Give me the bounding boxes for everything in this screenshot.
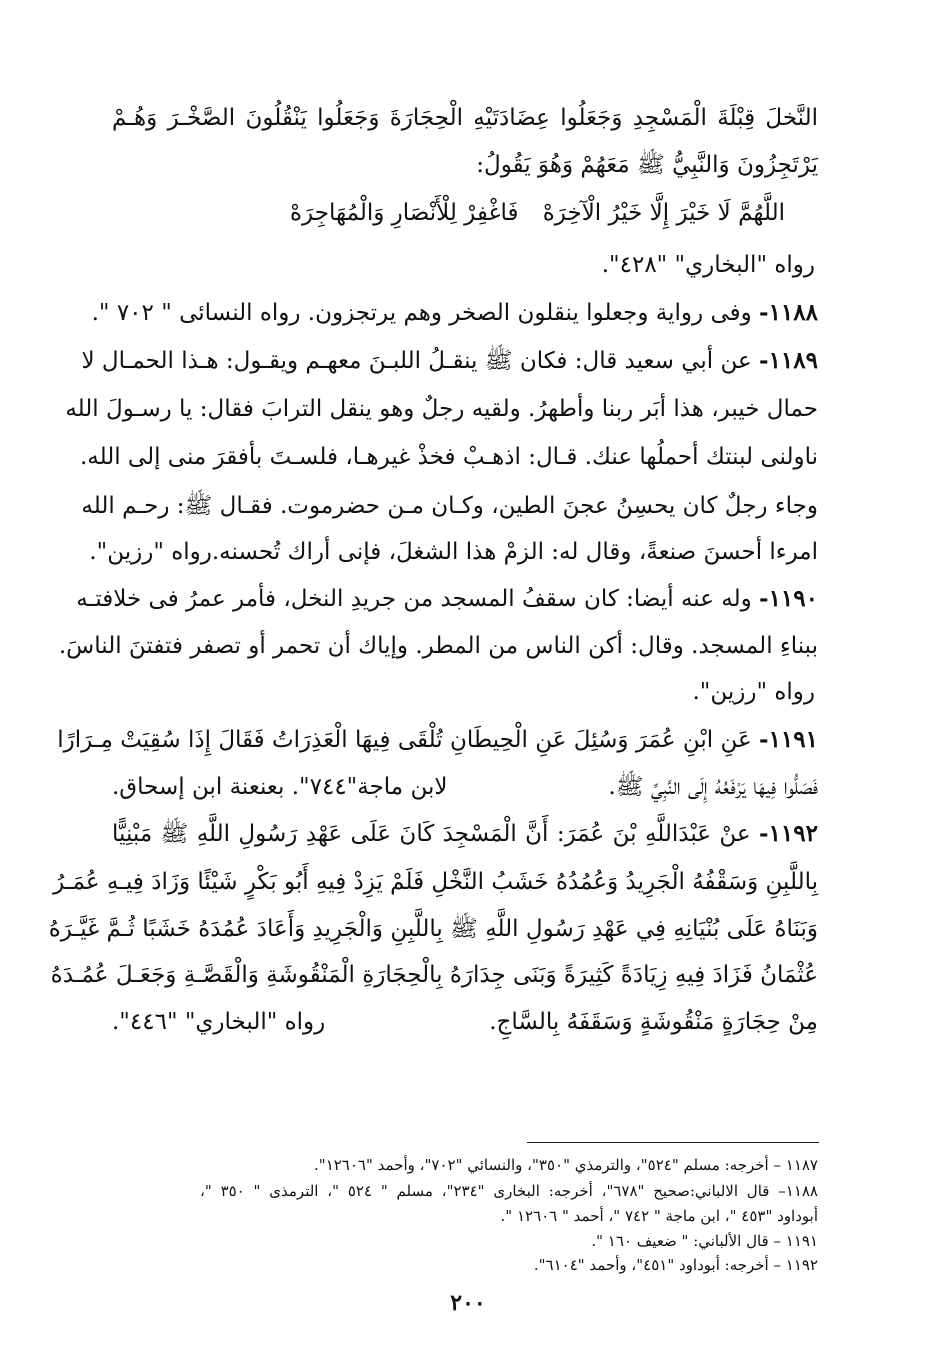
hadith-text: وفى رواية وجعلوا ينقلون الصخر وهم يرتجزون. رواه النسائى " ٧٠٢ ". (91, 300, 752, 326)
hadith-text: وله عنه أيضا: كان سقفُ المسجد من جريدِ النخل، فأمر عمرُ فى خلافتـه (76, 586, 752, 612)
hadith-text: عنْ عَبْدَاللَّهِ بْنَ عُمَرَ: أَنَّ الْمَسْجِدَ كَانَ عَلَى عَهْدِ رَسُولِ اللَّهِ ﷺ مَبْنِيًّا (112, 821, 751, 847)
text-line: عُثْمَانُ فَزَادَ فِيهِ زِيَادَةً كَثِيرَةً وَبَنَى جِدَارَهُ بِالْحِجَارَةِ الْمَنْقُوشَةِ وَالْقَصَّـةِ وَجَعَـلَ عُمُـدَهُ (50, 962, 818, 988)
source-citation: رواه "رزين". (89, 539, 212, 565)
verse-first-hemistich: اللَّهُمَّ لَا خَيْرَ إِلَّا خَيْرُ الْآخِرَهْ (542, 200, 785, 226)
footnote: ١١٩٢ – أخرجه: أبوداود "٤٥١"، وأحمد "٦١٠٤". (533, 1256, 818, 1274)
text-line-with-source (89, 530, 818, 574)
text-line: ناولنى لبنتك أحملُها عنك. قـال: اذهـبْ فخذْ غيرهـا، فلسـتَ بأفقرَ منى إلى الله. (79, 444, 818, 470)
source-citation: رواه "رزين". (692, 679, 815, 705)
text-line: حمال خيبر، هذا أبَر ربنا وأطهرُ. ولقيه رجلٌ وهو ينقل الترابَ فقال: يا رسـولَ الله (65, 396, 818, 422)
footnote: ١١٨٧ – أخرجه: مسلم "٥٢٤"، والترمذي "٣٥٠"، والنسائي "٧٠٢"، وأحمد "١٢٦٠٦". (314, 1156, 818, 1174)
hadith-1188 (91, 291, 818, 335)
hadith-1191 (57, 718, 818, 762)
hadith-text: عَنِ ابْنِ عُمَرَ وَسُئِلَ عَنِ الْحِيطَانِ تُلْقَى فِيهَا الْعَذِرَاتُ فَقَالَ إِذَا سُقِيَتْ مِـرَارًا (57, 727, 752, 753)
text-line: وجاء رجلٌ كان يحسِنُ عجنَ الطين، وكـان مـن حضرموت. فقـال ﷺ: رحـم الله (81, 493, 818, 519)
source-citation: رواه "البخاري" "٤٢٨". (601, 252, 815, 278)
text-line: ببناءِ المسجد. وقال: أكن الناس من المطر. وإياك أن تحمر أو تصفر فتفتنَ الناسَ. (58, 633, 818, 659)
text-line-with-source (112, 765, 818, 809)
hadith-text: عن أبي سعيد قال: فكان ﷺ ينقـلُ اللبـنَ معهـم ويقـول: هـذا الحمـال لا (81, 348, 752, 374)
line-text: فَصَلُّوا فِيهَا يَرْفَعُهُ إِلَى النَّبِيِّ ﷺ. (608, 774, 818, 800)
line-text: امرءا أحسنَ صنعةً، وقال له: الزمْ هذا الشغلَ، فإنى أراك تُحسنه. (211, 539, 818, 565)
hadith-1192 (112, 812, 818, 856)
text-line: النَّخلَ قِبْلَةَ الْمَسْجِدِ وَجَعَلُوا عِضَادَتَيْهِ الْحِجَارَةَ وَجَعَلُوا يَنْقُلُونَ الصَّخْـرَ وَهُـمْ (112, 105, 818, 131)
footnote: ١١٩١ – قال الألباني: " ضعيف ١٦٠ ". (591, 1232, 818, 1250)
source-citation: رواه "البخاري" "٤٤٦". (112, 1009, 326, 1035)
line-text: مِنْ حِجَارَةٍ مَنْقُوشَةٍ وَسَقَفَهُ بِالسَّاجِ. (489, 1009, 818, 1035)
footnote: أبوداود "٤٥٣ "، ابن ماجة " ٧٤٢ "، أحمد " ١٢٦٠٦ ". (500, 1207, 818, 1225)
hadith-1189 (81, 339, 818, 383)
hadith-number: ١١٨٨- (759, 299, 818, 326)
text-line: وَبَنَاهُ عَلَى بُنْيَانِهِ فِي عَهْدِ رَسُولِ اللَّهِ ﷺ بِاللَّبِنِ وَالْجَرِيدِ وَأَعَادَ عُمُدَهُ خَشَبًا ثُـمَّ غَيَّـرَهُ (48, 916, 818, 942)
source-citation: لابن ماجة"٧٤٤". بعنعنة ابن إسحاق. (112, 774, 448, 800)
text-line: يَرْتَجِزُونَ وَالنَّبِيُّ ﷺ مَعَهُمْ وَهُوَ يَقُولُ: (476, 152, 818, 178)
text-line: بِاللَّبِنِ وَسَقْفُهُ الْجَرِيدُ وَعُمُدُهُ خَشَبُ النَّخْلِ فَلَمْ يَزِدْ فِيهِ أَبُو بَكْرٍ شَيْئًا وَزَادَ فِيـهِ عُمَـرُ (53, 869, 818, 895)
footnote: ١١٨٨– قال الالباني:صحيح "٦٧٨"، أخرجه: البخارى "٢٣٤"، مسلم " ٥٢٤ "، الترمذى " ٣٥٠ "، (200, 1182, 818, 1200)
verse-second-hemistich: فَاغْفِرْ لِلْأَنْصَارِ وَالْمُهَاجِرَهْ (290, 200, 519, 226)
hadith-number: ١١٨٩- (759, 347, 818, 374)
page-number: ٢٠٠ (450, 1290, 486, 1316)
hadith-number: ١١٩١- (759, 726, 818, 753)
poem-verse (290, 191, 785, 235)
hadith-number: ١١٩٠- (759, 585, 818, 612)
text-line-with-source (112, 1000, 818, 1044)
footnote-separator (527, 1142, 819, 1143)
hadith-1190 (76, 577, 818, 621)
hadith-number: ١١٩٢- (759, 820, 818, 847)
